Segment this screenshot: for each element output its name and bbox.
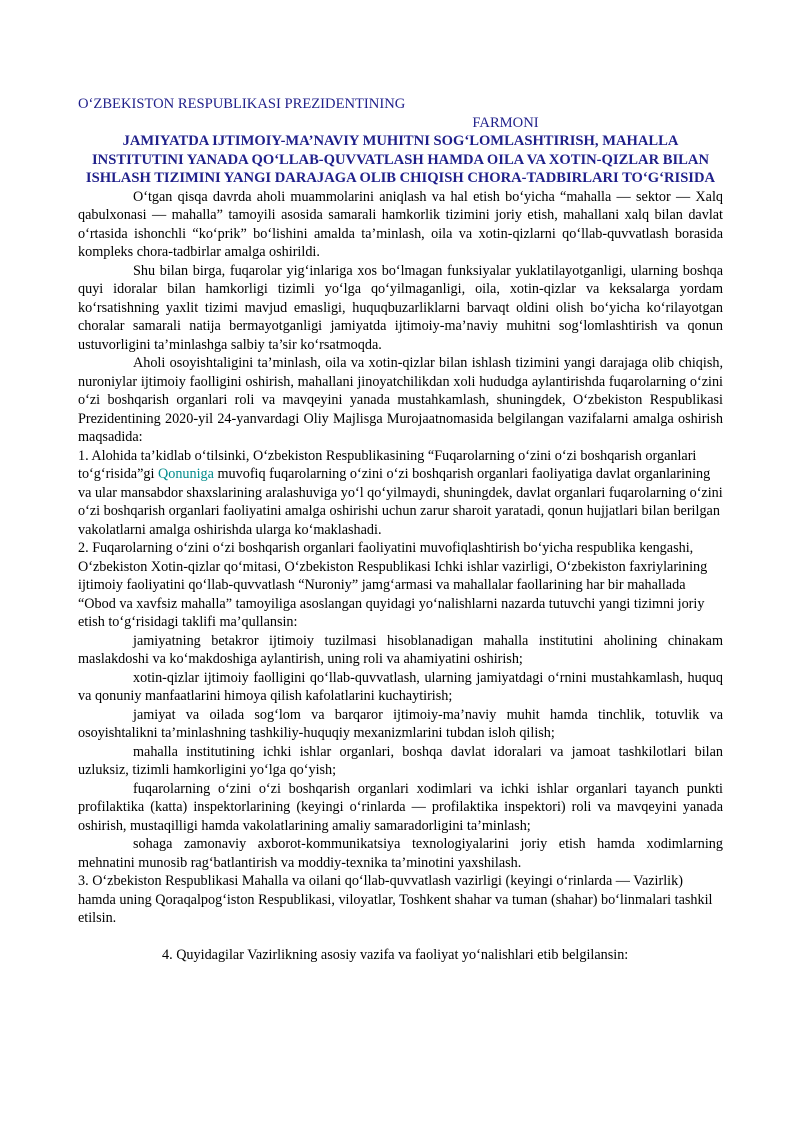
document-page xyxy=(78,95,723,964)
list-item: xotin-qizlar ijtimoiy faolligini qo‘llab-quvvatlash, ularning jamiyatdagi o‘rnini mustahkamlash, huquq va qonuniy manfaatlarini himoya qilish kafolatlarini kuchaytirish; xyxy=(78,669,723,704)
article-3: 3. O‘zbekiston Respublikasi Mahalla va oilani qo‘llab-quvvatlash vazirligi (keyingi o‘rinlarda — Vazirlik) hamda uning Qoraqalpog‘iston Respublikasi, viloyatlar, Toshkent shahar va tuman (shahar) bo‘linmalari tashkil etilsin. xyxy=(78,873,713,926)
list-item: jamiyatning betakror ijtimoiy tuzilmasi hisoblanadigan mahalla institutini aholining chinakam maslakdoshi va ko‘makdoshiga aylantirish, uning roli va ahamiyatini oshirish; xyxy=(78,632,723,667)
article-4: 4. Quyidagilar Vazirlikning asosiy vazifa va faoliyat yo‘nalishlari etib belgilansin: xyxy=(162,946,629,963)
list-item: sohaga zamonaviy axborot-kommunikatsiya texnologiyalarini joriy etish hamda xodimlarning mehnatini munosib rag‘batlantirish va moddiy-texnika ta’minotini yaxshilash. xyxy=(78,836,723,871)
article-1-text-end: muvofiq fuqarolarning o‘zini o‘zi boshqarish organlari faoliyatiga davlat organlarining va ular mansabdor shaxslarining aralashuviga yo‘l qo‘yilmaydi, shuningdek, davlat organlari fuqarolarning o‘zini o‘zi boshqarish organlari faoliyatini amalga oshirishi uchun zarur sharoit yaratadi, qonun hujjatlari bilan berilgan vakolatlarni amalga oshirishda ularga ko‘maklashadi. xyxy=(78,466,723,538)
document-title: JAMIYATDA IJTIMOIY-MA’NAVIY MUHITNI SOG‘LOMLASHTIRISH, MAHALLA INSTITUTINI YANADA QO‘LLAB-QUVVATLASH HAMDA OILA VA XOTIN-QIZLAR BILAN ISHLASH TIZIMINI YANGI DARAJAGA OLIB CHIQISH CHORA-TADBIRLARI TO‘G‘RISIDA xyxy=(85,133,716,186)
article-1 xyxy=(78,447,723,540)
list-item: fuqarolarning o‘zini o‘zi boshqarish organlari xodimlari va ichki ishlar organlari tayanch punkti profilaktika (katta) inspektorlarining (keyingi o‘rinlarda — profilaktika inspektori) roli va mavqeyini yanada oshirish, mustaqilligi hamda vakolatlarining amaliy samaradorligini ta’minlash; xyxy=(78,780,723,834)
paragraph-preamble-2: Shu bilan birga, fuqarolar yig‘inlariga xos bo‘lmagan funksiyalar yuklatilayotganligi, ularning boshqa quyi idoralar bilan hamkorligi tizimli yo‘lga qo‘yilmaganligi, oila, xotin-qizlar va keksalarga yordam ko‘rsatishning yaxlit tizimi mavjud emasligi, huquqbuzarliklarni barvaqt oldini olish bo‘yicha ko‘rilayotgan choralar samarali natija bermayotganligi jamiyatda ijtimoiy-ma’naviy muhitni sog‘lomlashtirish va qonun ustuvorligini ta’minlashga salbiy ta’sir ko‘rsatmoqda. xyxy=(78,262,723,353)
article-1-text-start: 1. Alohida ta’kidlab o‘tilsinki, O‘zbekiston Respublikasining “Fuqarolarning o‘zini o‘zi boshqarish organlari to‘g‘risida”gi xyxy=(78,447,697,482)
law-link[interactable]: Qonuniga xyxy=(157,466,214,482)
list-item: mahalla institutining ichki ishlar organlari, boshqa davlat idoralari va jamoat tashkilotlari bilan uzluksiz, tizimli hamkorligini yo‘lga qo‘yish; xyxy=(78,743,723,778)
list-item: jamiyat va oilada sog‘lom va barqaror ijtimoiy-ma’naviy muhit hamda tinchlik, totuvlik va osoyishtalikni ta’minlashning tashkiliy-huquqiy mexanizmlarini tubdan isloh qilish; xyxy=(78,706,723,741)
paragraph-preamble-3: Aholi osoyishtaligini ta’minlash, oila va xotin-qizlar bilan ishlash tizimini yangi darajaga olib chiqish, nuroniylar ijtimoiy faolligini oshirish, mahallani jinoyatchilikdan xoli hududga aylantirishda fuqarolarning o‘zini o‘zi boshqarish organlari roli va mavqeyini yanada mustahkamlash, shuningdek, O‘zbekiston Respublikasi Prezidentining 2020-yil 24-yanvardagi Oliy Majlisga Murojaatnomasida belgilangan vazifalarni amalga oshirish maqsadida: xyxy=(78,355,723,445)
document-type: FARMONI xyxy=(472,114,539,131)
article-2: 2. Fuqarolarning o‘zini o‘zi boshqarish organlari faoliyatini muvofiqlashtirish bo‘yicha respublika kengashi, O‘zbekiston Xotin-qizlar qo‘mitasi, O‘zbekiston Respublikasi Ichki ishlar vazirligi, O‘zbekiston faxriylarining ijtimoiy faoliyatini qo‘llab-quvvatlash “Nuroniy” jamg‘armasi va mahallalar faollarining har bir mahallada “Obod va xavfsiz mahalla” tamoyiliga asoslangan quyidagi yo‘nalishlarni nazarda tutuvchi yangi tizimni joriy etish to‘g‘risidagi taklifi ma’qullansin: xyxy=(78,540,708,630)
paragraph-preamble-1: O‘tgan qisqa davrda aholi muammolarini aniqlash va hal etish bo‘yicha “mahalla — sektor — Xalq qabulxonasi — mahalla” tamoyili asosida samarali hamkorlik tizimini joriy etish, mahallani xalq bilan davlat o‘rtasida ishonchli “ko‘prik” bo‘lishini amalda ta’minlash, oila va xotin-qizlarni qo‘llab-quvvatlash borasida kompleks chora-tadbirlar amalga oshirildi. xyxy=(78,188,723,260)
issuer-line: O‘ZBEKISTON RESPUBLIKASI PREZIDENTINING xyxy=(78,96,406,112)
